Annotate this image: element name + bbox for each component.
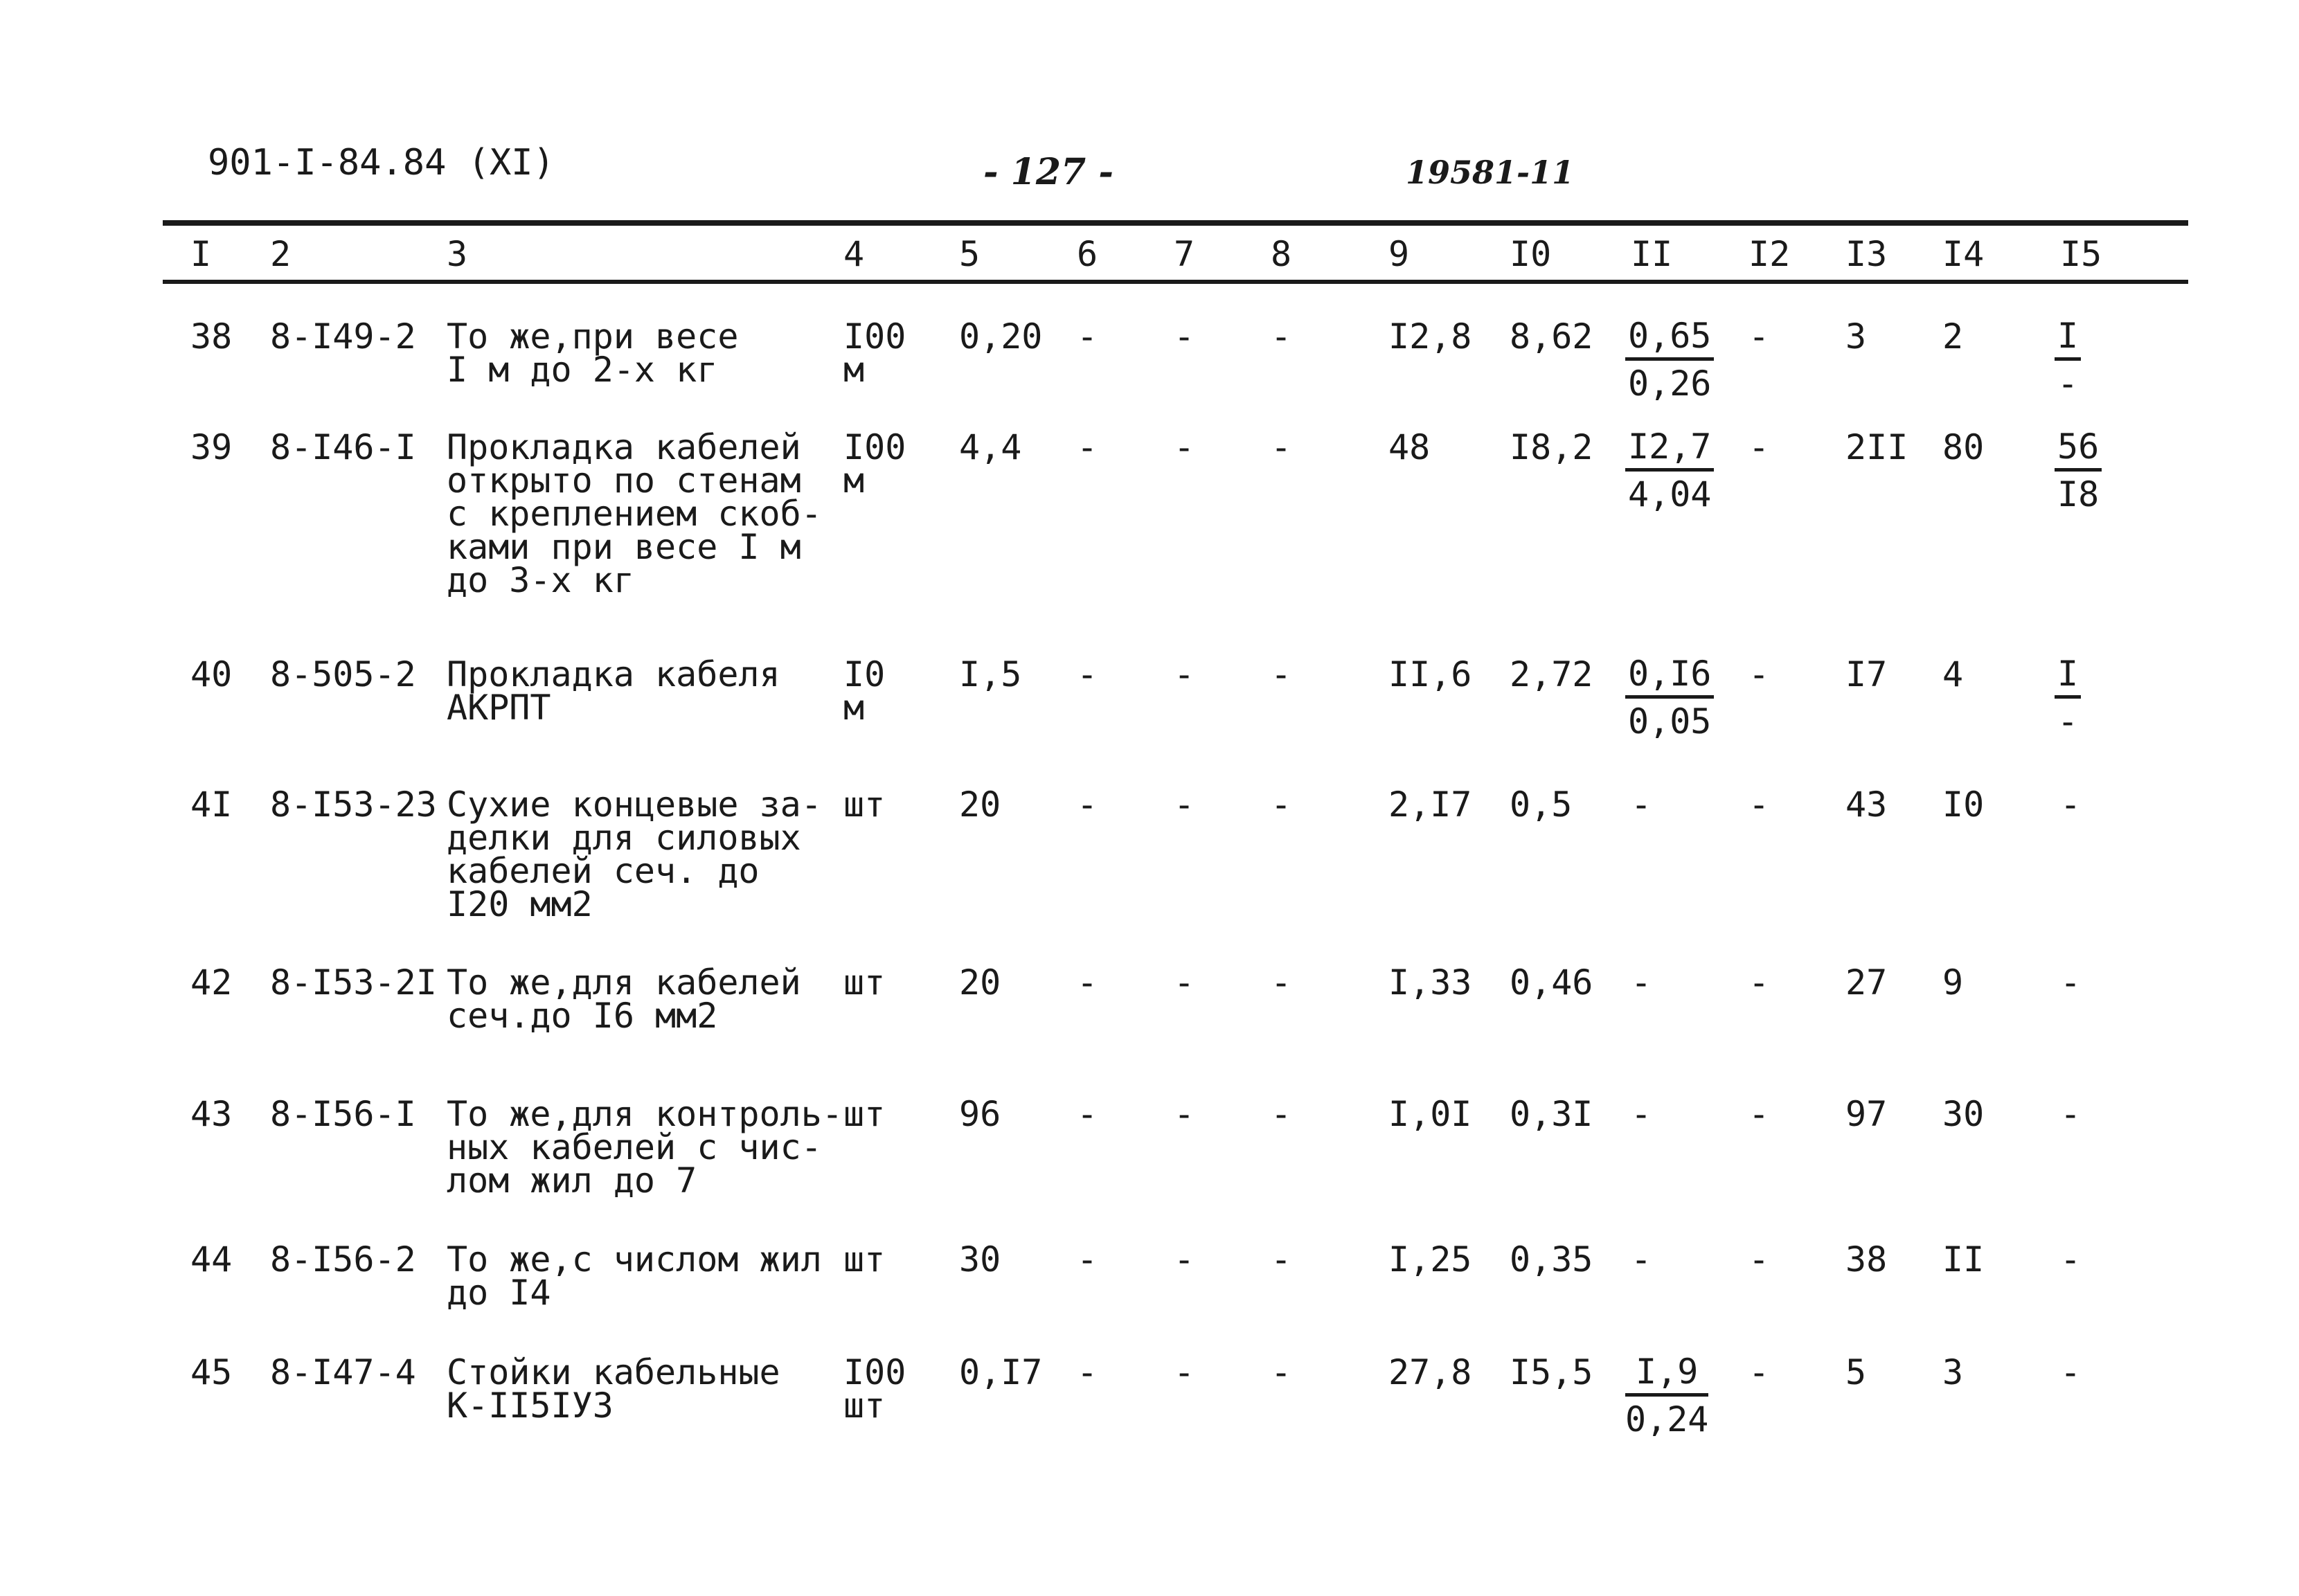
column-header: 6 <box>1077 234 1098 274</box>
column-header: 2 <box>270 234 292 274</box>
code-cell: 8-505-2 <box>270 654 416 694</box>
column-header: I0 <box>1510 234 1552 274</box>
unit-cell: I00 шт <box>843 1352 906 1426</box>
description-cell: Стойки кабельные К-II5IУ3 <box>447 1352 780 1426</box>
fraction-denominator: 0,26 <box>1628 364 1712 404</box>
col-11-cell: - <box>1631 784 1652 825</box>
col-5-cell: 0,20 <box>959 316 1043 357</box>
col-10-cell: 0,46 <box>1510 962 1593 1003</box>
col-13-cell: 97 <box>1845 1094 1888 1134</box>
col-6-cell: - <box>1077 1094 1098 1134</box>
column-header: 8 <box>1271 234 1292 274</box>
col-11-fraction <box>1625 655 1714 740</box>
column-header: I4 <box>1942 234 1985 274</box>
col-14-cell: 3 <box>1942 1352 1964 1392</box>
col-6-cell: - <box>1077 784 1098 825</box>
col-15-cell: - <box>2060 962 2082 1003</box>
code-cell: 8-I47-4 <box>270 1352 416 1392</box>
col-9-cell: 27,8 <box>1388 1352 1472 1392</box>
column-header: 4 <box>843 234 865 274</box>
col-5-cell: 20 <box>959 784 1001 825</box>
col-14-cell: 2 <box>1942 316 1964 357</box>
row-number-cell: 39 <box>190 427 233 467</box>
row-number-cell: 43 <box>190 1094 233 1134</box>
unit-cell: I00 м <box>843 427 906 501</box>
col-12-cell: - <box>1748 427 1770 467</box>
col-12-cell: - <box>1748 1094 1770 1134</box>
row-number-cell: 38 <box>190 316 233 357</box>
column-header: 7 <box>1174 234 1195 274</box>
code-cell: 8-I56-I <box>270 1094 416 1134</box>
fraction-numerator: I <box>2055 655 2081 699</box>
col-8-cell: - <box>1271 427 1292 467</box>
col-11-cell: - <box>1631 1094 1652 1134</box>
col-7-cell: - <box>1174 1352 1195 1392</box>
col-5-cell: I,5 <box>959 654 1022 694</box>
unit-cell: шт <box>843 1239 886 1280</box>
col-8-cell: - <box>1271 654 1292 694</box>
col-6-cell: - <box>1077 1239 1098 1280</box>
col-7-cell: - <box>1174 316 1195 357</box>
col-6-cell: - <box>1077 1352 1098 1392</box>
col-11-fraction <box>1625 317 1714 402</box>
col-8-cell: - <box>1271 1094 1292 1134</box>
col-14-cell: 9 <box>1942 962 1964 1003</box>
fraction-numerator: I2,7 <box>1625 428 1714 472</box>
column-header: I5 <box>2060 234 2102 274</box>
col-8-cell: - <box>1271 784 1292 825</box>
col-15-cell: - <box>2060 1094 2082 1134</box>
table-header-rule <box>163 280 2188 284</box>
col-13-cell: 3 <box>1845 316 1867 357</box>
col-9-cell: 2,I7 <box>1388 784 1472 825</box>
col-10-cell: 0,3I <box>1510 1094 1593 1134</box>
col-11-fraction <box>1625 1353 1708 1438</box>
col-13-cell: I7 <box>1845 654 1888 694</box>
col-13-cell: 38 <box>1845 1239 1888 1280</box>
fraction-denominator: 0,24 <box>1625 1399 1709 1440</box>
col-5-cell: 96 <box>959 1094 1001 1134</box>
col-14-cell: 4 <box>1942 654 1964 694</box>
col-13-cell: 43 <box>1845 784 1888 825</box>
column-header: 5 <box>959 234 981 274</box>
fraction-denominator: - <box>2057 364 2079 404</box>
col-14-cell: 80 <box>1942 427 1985 467</box>
registration-stamp: 19581-11 <box>1406 154 1575 191</box>
col-7-cell: - <box>1174 1239 1195 1280</box>
col-12-cell: - <box>1748 316 1770 357</box>
col-5-cell: 20 <box>959 962 1001 1003</box>
col-12-cell: - <box>1748 1352 1770 1392</box>
page-number: - 127 - <box>983 151 1113 193</box>
col-10-cell: I5,5 <box>1510 1352 1593 1392</box>
col-7-cell: - <box>1174 962 1195 1003</box>
column-header: II <box>1631 234 1673 274</box>
col-6-cell: - <box>1077 316 1098 357</box>
fraction-denominator: I8 <box>2057 474 2100 514</box>
column-header: I <box>190 234 212 274</box>
col-10-cell: 8,62 <box>1510 316 1593 357</box>
unit-cell: I00 м <box>843 316 906 390</box>
col-6-cell: - <box>1077 427 1098 467</box>
col-10-cell: I8,2 <box>1510 427 1593 467</box>
fraction-denominator: 4,04 <box>1628 474 1712 514</box>
col-11-cell: - <box>1631 962 1652 1003</box>
description-cell: То же,для кабелей сеч.до I6 мм2 <box>447 962 801 1036</box>
col-10-cell: 0,35 <box>1510 1239 1593 1280</box>
table-top-rule <box>163 220 2188 226</box>
col-15-fraction <box>2055 317 2081 402</box>
column-header: 9 <box>1388 234 1410 274</box>
code-cell: 8-I46-I <box>270 427 416 467</box>
col-15-fraction <box>2055 655 2081 740</box>
col-9-cell: II,6 <box>1388 654 1472 694</box>
col-15-fraction <box>2055 428 2102 513</box>
col-5-cell: 30 <box>959 1239 1001 1280</box>
code-cell: 8-I53-2I <box>270 962 437 1003</box>
col-11-fraction <box>1625 428 1714 513</box>
code-cell: 8-I53-23 <box>270 784 437 825</box>
col-7-cell: - <box>1174 784 1195 825</box>
col-9-cell: I,33 <box>1388 962 1472 1003</box>
description-cell: То же,с числом жил до I4 <box>447 1239 822 1313</box>
col-13-cell: 27 <box>1845 962 1888 1003</box>
col-7-cell: - <box>1174 1094 1195 1134</box>
column-header: 3 <box>447 234 468 274</box>
col-9-cell: 48 <box>1388 427 1431 467</box>
row-number-cell: 40 <box>190 654 233 694</box>
col-15-cell: - <box>2060 784 2082 825</box>
col-12-cell: - <box>1748 784 1770 825</box>
document-code: 901-I-84.84 (XI) <box>208 142 555 183</box>
description-cell: Прокладка кабелей открыто по стенам с креплением скоб- ками при весе I м до 3-х кг <box>447 427 822 600</box>
col-13-cell: 2II <box>1845 427 1908 467</box>
column-header: I2 <box>1748 234 1791 274</box>
unit-cell: шт <box>843 1094 886 1134</box>
code-cell: 8-I56-2 <box>270 1239 416 1280</box>
col-13-cell: 5 <box>1845 1352 1867 1392</box>
col-9-cell: I2,8 <box>1388 316 1472 357</box>
column-header: I3 <box>1845 234 1888 274</box>
col-6-cell: - <box>1077 962 1098 1003</box>
col-7-cell: - <box>1174 654 1195 694</box>
unit-cell: шт <box>843 784 886 825</box>
description-cell: Прокладка кабеля АКРПТ <box>447 654 780 728</box>
col-8-cell: - <box>1271 1239 1292 1280</box>
row-number-cell: 42 <box>190 962 233 1003</box>
col-10-cell: 0,5 <box>1510 784 1573 825</box>
col-14-cell: I0 <box>1942 784 1985 825</box>
row-number-cell: 44 <box>190 1239 233 1280</box>
fraction-numerator: 0,I6 <box>1625 655 1714 699</box>
col-12-cell: - <box>1748 1239 1770 1280</box>
col-14-cell: 30 <box>1942 1094 1985 1134</box>
unit-cell: I0 м <box>843 654 886 728</box>
description-cell: Сухие концевые за- делки для силовых кабелей сеч. до I20 мм2 <box>447 784 822 924</box>
code-cell: 8-I49-2 <box>270 316 416 357</box>
col-5-cell: 4,4 <box>959 427 1022 467</box>
col-9-cell: I,0I <box>1388 1094 1472 1134</box>
fraction-numerator: 56 <box>2055 428 2102 472</box>
col-12-cell: - <box>1748 962 1770 1003</box>
description-cell: То же,при весе I м до 2-х кг <box>447 316 739 390</box>
description-cell: То же,для контроль- ных кабелей с чис- лом жил до 7 <box>447 1094 843 1201</box>
fraction-numerator: I <box>2055 317 2081 361</box>
col-10-cell: 2,72 <box>1510 654 1593 694</box>
fraction-numerator: I,9 <box>1625 1353 1708 1397</box>
col-15-cell: - <box>2060 1352 2082 1392</box>
col-14-cell: II <box>1942 1239 1985 1280</box>
fraction-denominator: - <box>2057 701 2079 742</box>
col-11-cell: - <box>1631 1239 1652 1280</box>
col-8-cell: - <box>1271 962 1292 1003</box>
col-5-cell: 0,I7 <box>959 1352 1043 1392</box>
col-8-cell: - <box>1271 1352 1292 1392</box>
col-7-cell: - <box>1174 427 1195 467</box>
row-number-cell: 4I <box>190 784 233 825</box>
col-15-cell: - <box>2060 1239 2082 1280</box>
fraction-numerator: 0,65 <box>1625 317 1714 361</box>
col-12-cell: - <box>1748 654 1770 694</box>
unit-cell: шт <box>843 962 886 1003</box>
col-6-cell: - <box>1077 654 1098 694</box>
col-9-cell: I,25 <box>1388 1239 1472 1280</box>
fraction-denominator: 0,05 <box>1628 701 1712 742</box>
row-number-cell: 45 <box>190 1352 233 1392</box>
col-8-cell: - <box>1271 316 1292 357</box>
